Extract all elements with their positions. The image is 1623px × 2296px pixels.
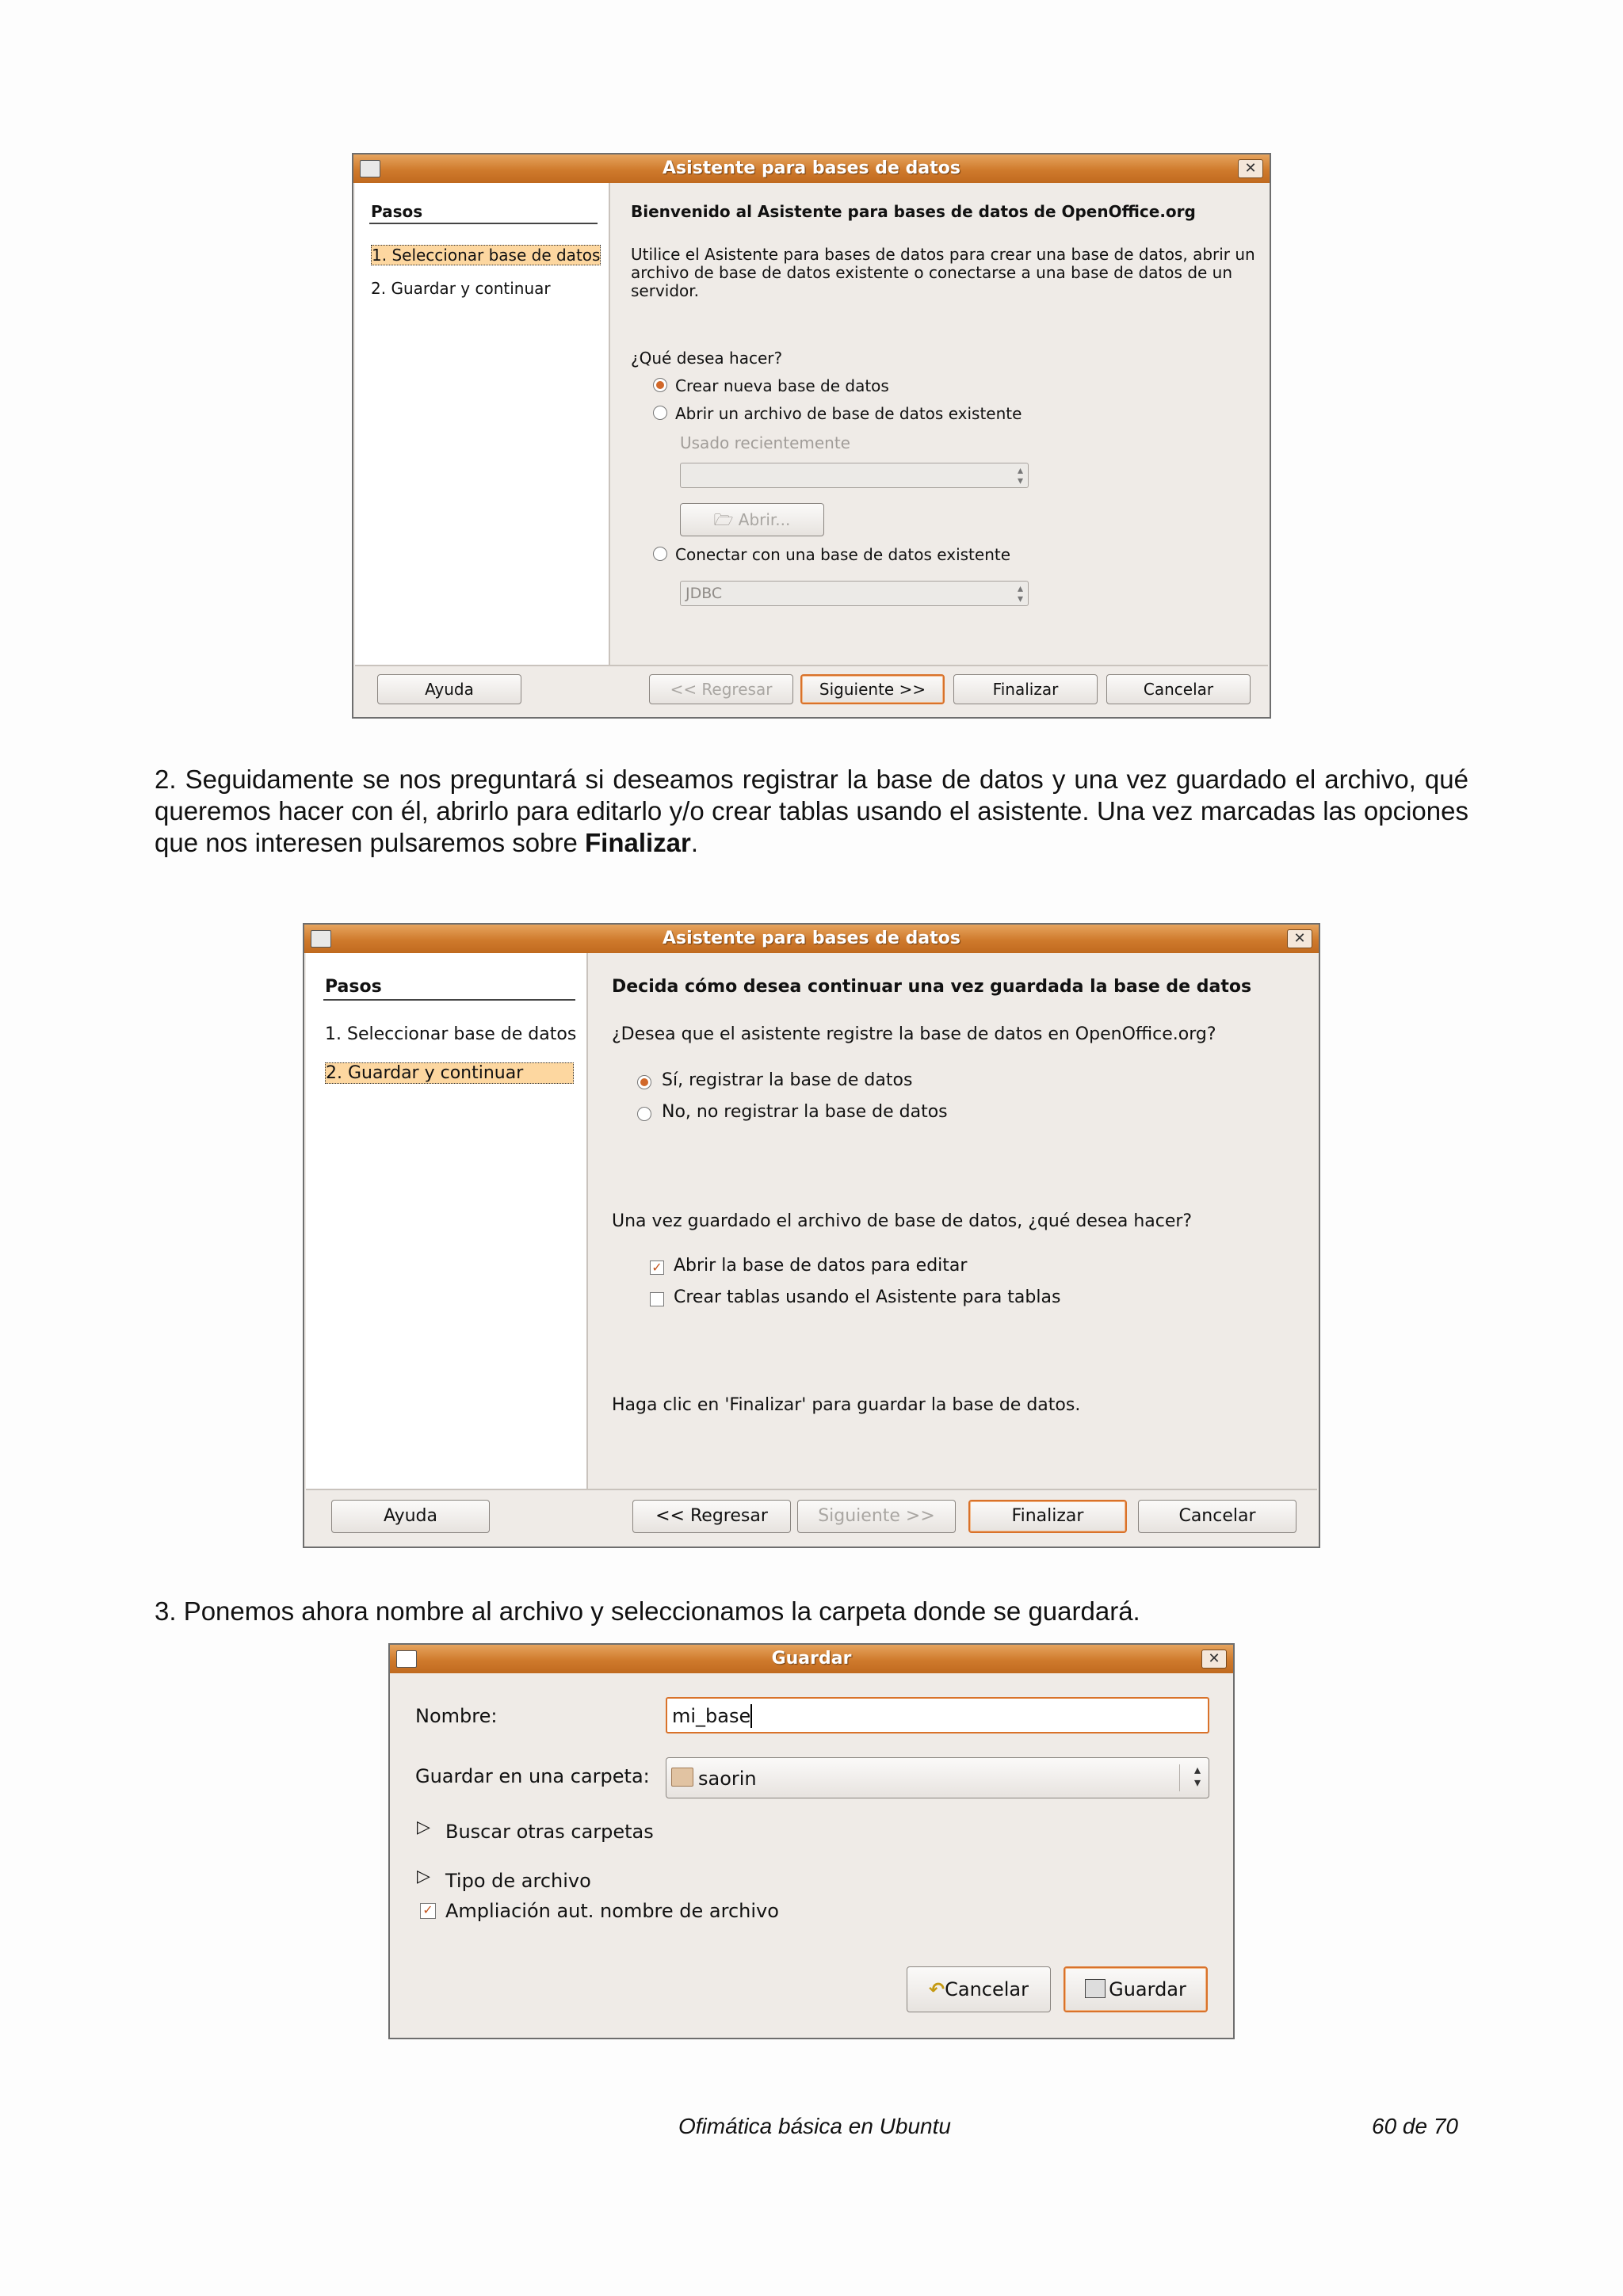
window-title: Asistente para bases de datos	[663, 929, 960, 948]
finish-button[interactable]	[968, 1500, 1127, 1533]
radio-register-no-label[interactable]: No, no registrar la base de datos	[662, 1102, 948, 1122]
cancel-button[interactable]	[1106, 674, 1251, 704]
open-file-button[interactable]	[680, 503, 824, 536]
folder-combo-value: saorin	[698, 1768, 757, 1790]
name-label: Nombre:	[415, 1705, 498, 1727]
cancel-button-label: Cancelar	[1143, 680, 1214, 699]
divider	[586, 953, 588, 1489]
help-button[interactable]	[377, 674, 521, 704]
divider	[355, 665, 1268, 666]
radio-open-existing-label[interactable]: Abrir un archivo de base de datos existente	[675, 404, 1022, 423]
back-button-label: << Regresar	[655, 1506, 768, 1526]
cancel-button-label: Cancelar	[945, 1978, 1029, 2000]
page-heading: Bienvenido al Asistente para bases de datos de OpenOffice.org	[631, 202, 1196, 221]
combo-separator	[1179, 1764, 1180, 1791]
radio-connect-existing[interactable]	[653, 547, 667, 561]
footer-page-number: 60 de 70	[1372, 2114, 1458, 2138]
paragraph-step-3	[155, 1596, 1468, 1627]
window-title: Asistente para bases de datos	[663, 158, 960, 178]
checkbox-open-for-edit-label[interactable]: Abrir la base de datos para editar	[674, 1256, 968, 1276]
paragraph-step-2	[155, 764, 1468, 859]
back-button[interactable]	[632, 1500, 791, 1533]
intro-line-2: archivo de base de datos existente o conectarse a una base de datos de un	[631, 263, 1233, 282]
name-input-value: mi_base	[672, 1705, 751, 1727]
page-heading: Decida cómo desea continuar una vez guardada la base de datos	[612, 977, 1252, 997]
checkbox-auto-extension[interactable]: ✓	[420, 1903, 436, 1919]
divider	[609, 183, 610, 665]
cancel-button[interactable]	[907, 1966, 1051, 2012]
browse-folders-expander[interactable]: Buscar otras carpetas	[445, 1821, 654, 1843]
open-file-button-label: Abrir...	[738, 510, 791, 529]
divider	[306, 1489, 1317, 1490]
paragraph-step-3-text: 3. Ponemos ahora nombre al archivo y seleccionamos la carpeta donde se guardará.	[155, 1596, 1140, 1626]
back-button[interactable]	[649, 674, 793, 704]
question-label: ¿Qué desea hacer?	[631, 349, 783, 368]
steps-heading: Pasos	[325, 977, 382, 997]
radio-register-no[interactable]	[637, 1107, 651, 1121]
close-icon[interactable]: ✕	[1238, 159, 1263, 178]
app-icon	[311, 930, 331, 948]
paragraph-step-2-bold: Finalizar	[585, 828, 691, 857]
database-wizard-dialog-2	[303, 923, 1320, 1548]
next-button-label: Siguiente >>	[819, 680, 926, 699]
expand-arrow-icon[interactable]: ▷	[417, 1867, 430, 1886]
expand-arrow-icon[interactable]: ▷	[417, 1817, 430, 1837]
database-wizard-dialog-1	[352, 153, 1271, 719]
next-button-label: Siguiente >>	[818, 1506, 935, 1526]
close-icon[interactable]: ✕	[1201, 1650, 1227, 1669]
save-button-label: Guardar	[1109, 1978, 1186, 2000]
radio-connect-existing-label[interactable]: Conectar con una base de datos existente	[675, 545, 1011, 564]
radio-open-existing[interactable]	[653, 406, 667, 420]
undo-arrow-icon: ↶	[929, 1978, 945, 2000]
step-1[interactable]: 1. Seleccionar base de datos	[325, 1024, 577, 1044]
radio-new-database-label[interactable]: Crear nueva base de datos	[675, 376, 889, 395]
intro-line-3: servidor.	[631, 281, 700, 300]
spin-arrows-icon: ▴ ▾	[1017, 464, 1023, 487]
paragraph-step-2-text: 2. Seguidamente se nos preguntará si deseamos registrar la base de datos y una vez guardado el archivo, qué queremos hacer con él, abrirlo para editarlo y/o crear tablas usando el asistente. Una vez marcadas las opciones que nos interesen pulsaremos sobre	[155, 765, 1468, 857]
app-icon	[360, 160, 380, 177]
after-save-question: Una vez guardado el archivo de base de datos, ¿qué desea hacer?	[612, 1211, 1193, 1231]
folder-combo[interactable]	[666, 1757, 1209, 1798]
radio-new-database[interactable]	[653, 378, 667, 392]
window-icon	[396, 1650, 417, 1668]
finish-button-label: Finalizar	[1011, 1506, 1084, 1526]
intro-line-1: Utilice el Asistente para bases de datos para crear una base de datos, abrir un	[631, 245, 1255, 264]
step-1-selected[interactable]: 1. Seleccionar base de datos	[372, 246, 601, 265]
help-button-label: Ayuda	[384, 1506, 437, 1526]
help-button[interactable]	[331, 1500, 490, 1533]
radio-register-yes-label[interactable]: Sí, registrar la base de datos	[662, 1070, 913, 1090]
checkbox-auto-extension-label[interactable]: Ampliación aut. nombre de archivo	[445, 1900, 779, 1922]
folder-icon: 🗁	[713, 510, 739, 529]
register-question: ¿Desea que el asistente registre la base de datos en OpenOffice.org?	[612, 1024, 1216, 1044]
step-2-selected[interactable]: 2. Guardar y continuar	[325, 1062, 574, 1084]
cancel-button[interactable]	[1138, 1500, 1296, 1533]
divider	[369, 223, 598, 224]
step-2[interactable]: 2. Guardar y continuar	[371, 279, 551, 298]
spin-arrows-icon: ▴ ▾	[1017, 582, 1023, 605]
folder-label: Guardar en una carpeta:	[415, 1765, 650, 1787]
recent-files-combo[interactable]	[680, 463, 1029, 488]
save-button[interactable]	[1064, 1966, 1208, 2012]
close-icon[interactable]: ✕	[1287, 929, 1312, 948]
finish-hint: Haga clic en 'Finalizar' para guardar la base de datos.	[612, 1395, 1081, 1415]
back-button-label: << Regresar	[670, 680, 773, 699]
floppy-disk-icon	[1085, 1979, 1106, 1998]
home-folder-icon	[671, 1768, 693, 1787]
next-button[interactable]	[800, 674, 945, 704]
spin-arrows-icon: ▴ ▾	[1193, 1762, 1201, 1790]
checkbox-create-tables[interactable]	[650, 1292, 664, 1306]
text-cursor	[750, 1704, 752, 1728]
finish-button[interactable]	[953, 674, 1098, 704]
next-button[interactable]	[797, 1500, 956, 1533]
divider	[323, 999, 575, 1001]
title-bar	[304, 925, 1319, 953]
connection-type-value: JDBC	[685, 585, 723, 602]
cancel-button-label: Cancelar	[1178, 1506, 1256, 1526]
steps-heading: Pasos	[371, 202, 423, 221]
title-bar	[390, 1645, 1233, 1673]
save-dialog	[388, 1643, 1235, 2039]
checkbox-open-for-edit[interactable]: ✓	[650, 1261, 664, 1275]
footer-title: Ofimática básica en Ubuntu	[678, 2114, 951, 2138]
checkbox-create-tables-label[interactable]: Crear tablas usando el Asistente para tablas	[674, 1287, 1061, 1307]
help-button-label: Ayuda	[425, 680, 474, 699]
title-bar	[353, 154, 1270, 183]
recent-label: Usado recientemente	[680, 433, 850, 452]
radio-register-yes[interactable]	[637, 1075, 651, 1089]
window-title: Guardar	[771, 1649, 852, 1669]
paragraph-step-2-end: .	[690, 828, 699, 857]
connection-type-combo[interactable]	[680, 581, 1029, 606]
finish-button-label: Finalizar	[992, 680, 1059, 699]
file-type-expander[interactable]: Tipo de archivo	[445, 1870, 591, 1892]
name-input[interactable]	[666, 1697, 1209, 1733]
